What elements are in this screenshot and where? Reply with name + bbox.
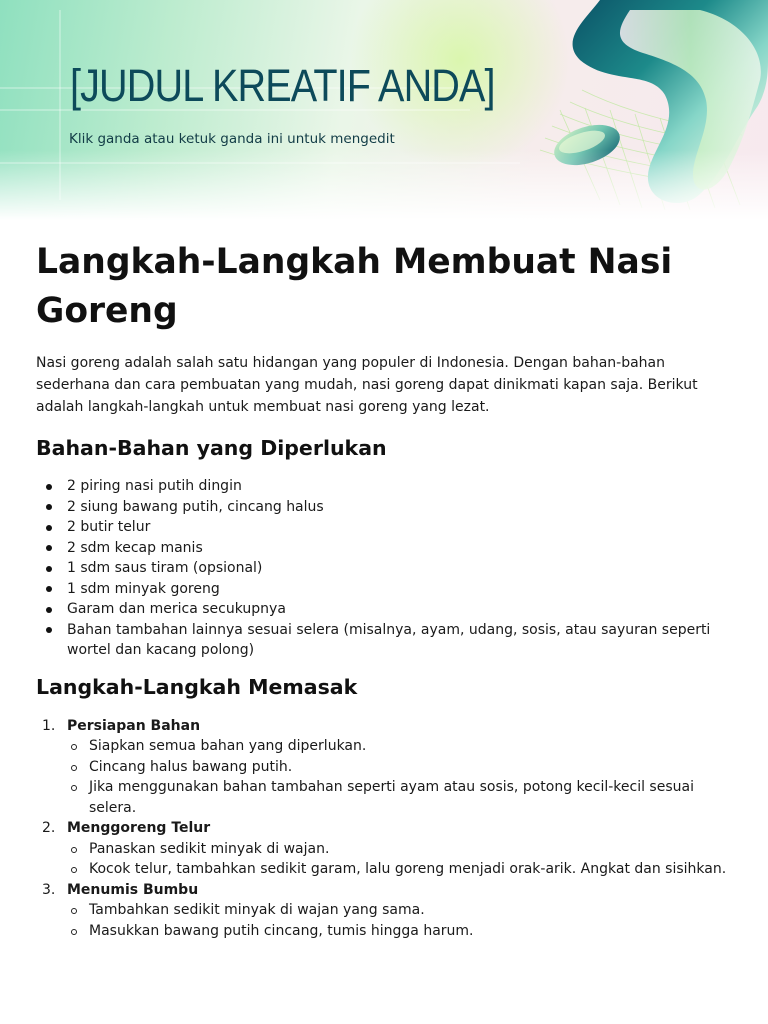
list-item — [36, 476, 757, 497]
bullet-icon — [46, 586, 52, 592]
circle-bullet-icon — [71, 929, 77, 935]
circle-bullet-icon — [71, 867, 77, 873]
step-text: Cincang halus bawang putih. — [89, 758, 293, 775]
step-title: Menumis Bumbu — [67, 881, 199, 898]
list-item — [67, 777, 729, 818]
bullet-icon — [46, 525, 52, 531]
intro-paragraph: Nasi goreng adalah salah satu hidangan yang populer di Indonesia. Dengan bahan-bahan sederhana dan cara pembuatan yang mudah, nasi goreng dapat dinikmati kapan saja. Berikut adalah langkah-langkah untuk membuat nasi goreng yang lezat. — [36, 355, 698, 415]
step-text: Jika menggunakan bahan tambahan seperti ayam atau sosis, potong kecil-kecil sesuai selera. — [89, 779, 694, 816]
step-title: Persiapan Bahan — [67, 717, 201, 734]
ingredient-text: Garam dan merica secukupnya — [67, 601, 286, 617]
ingredients-heading: Bahan-Bahan yang Diperlukan — [36, 436, 387, 460]
bullet-icon — [46, 607, 52, 613]
steps-heading: Langkah-Langkah Memasak — [36, 674, 358, 699]
step-text: Masukkan bawang putih cincang, tumis hingga harum. — [89, 922, 474, 939]
banner-title[interactable]: [JUDUL KREATIF ANDA] — [70, 60, 495, 111]
steps-list — [36, 716, 736, 942]
list-item — [67, 900, 729, 921]
banner-subtitle[interactable]: Klik ganda atau ketuk ganda ini untuk mengedit — [69, 131, 395, 147]
bullet-icon — [46, 504, 52, 510]
list-item — [36, 558, 757, 579]
bullet-icon — [46, 566, 52, 572]
ingredient-text: Bahan tambahan lainnya sesuai selera (misalnya, ayam, udang, sosis, atau sayuran seperti wortel dan kacang polong) — [67, 621, 711, 658]
ingredients-list — [36, 476, 736, 661]
step-sublist — [67, 839, 736, 880]
list-item — [36, 579, 757, 600]
bullet-icon — [46, 627, 52, 633]
ingredient-text: 2 siung bawang putih, cincang halus — [67, 498, 324, 515]
circle-bullet-icon — [71, 765, 77, 771]
circle-bullet-icon — [71, 785, 77, 791]
circle-bullet-icon — [71, 908, 77, 914]
header-banner — [0, 0, 768, 220]
ingredient-text: 1 sdm minyak goreng — [67, 580, 220, 597]
ingredient-text: 1 sdm saus tiram (opsional) — [67, 560, 263, 576]
list-item — [67, 921, 729, 942]
step-number: 2. — [42, 820, 56, 836]
step-item — [36, 818, 736, 880]
step-number: 1. — [42, 717, 56, 734]
step-item — [36, 880, 736, 942]
list-item — [67, 757, 729, 778]
ingredient-text: 2 sdm kecap manis — [67, 539, 203, 556]
list-item — [36, 538, 757, 559]
step-text: Tambahkan sedikit minyak di wajan yang sama. — [89, 902, 425, 918]
document-body — [36, 238, 736, 941]
list-item — [67, 736, 729, 757]
step-text: Panaskan sedikit minyak di wajan. — [89, 840, 330, 857]
list-item — [36, 620, 757, 661]
step-text: Siapkan semua bahan yang diperlukan. — [89, 738, 367, 754]
step-text: Kocok telur, tambahkan sedikit garam, lalu goreng menjadi orak-arik. Angkat dan sisihkan. — [89, 861, 727, 877]
list-item — [36, 517, 757, 538]
circle-bullet-icon — [71, 847, 77, 853]
step-item — [36, 716, 736, 819]
step-number: 3. — [42, 881, 56, 898]
step-sublist — [67, 900, 736, 941]
list-item — [67, 839, 729, 860]
document-title: Langkah-Langkah Membuat Nasi Goreng — [36, 242, 673, 331]
list-item — [36, 599, 757, 620]
bullet-icon — [46, 484, 52, 490]
bullet-icon — [46, 545, 52, 551]
ingredient-text: 2 piring nasi putih dingin — [67, 478, 242, 494]
step-sublist — [67, 736, 736, 818]
list-item — [67, 859, 729, 880]
list-item — [36, 497, 757, 518]
ingredient-text: 2 butir telur — [67, 519, 151, 535]
circle-bullet-icon — [71, 744, 77, 750]
step-title: Menggoreng Telur — [67, 820, 211, 836]
banner-fade — [0, 150, 768, 220]
